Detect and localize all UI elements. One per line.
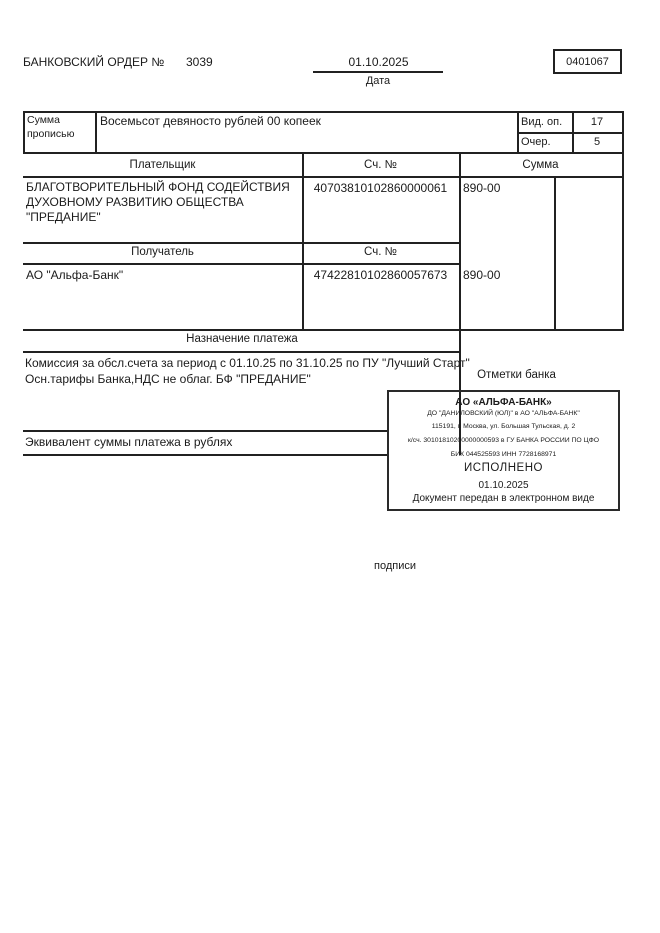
payer-name: БЛАГОТВОРИТЕЛЬНЫЙ ФОНД СОДЕЙСТВИЯ ДУХОВНОМУ РАЗВИТИЮ ОБЩЕСТВА "ПРЕДАНИЕ" <box>26 180 290 224</box>
document-title: БАНКОВСКИЙ ОРДЕР № <box>23 55 165 69</box>
stamp-bik-inn: БИК 044525593 ИНН 7728168971 <box>450 451 557 458</box>
stamp-status: ИСПОЛНЕНО <box>464 462 543 474</box>
grid-line <box>302 152 304 330</box>
stamp-branch: ДО "ДАНИЛОВСКИЙ (ЮЛ)" в АО "АЛЬФА-БАНК" <box>427 410 580 417</box>
order-number: 3039 <box>186 55 213 69</box>
grid-line <box>23 111 25 154</box>
bank-marks-label: Отметки банка <box>477 369 556 381</box>
date-value: 01.10.2025 <box>348 55 409 69</box>
operation-type-value: 17 <box>590 116 604 128</box>
grid-line <box>517 132 624 134</box>
form-code: 0401067 <box>566 55 609 68</box>
payer-account: 40703810102860000061 <box>313 181 448 195</box>
purpose-header: Назначение платежа <box>186 333 298 345</box>
stamp-address: 115191, г. Москва, ул. Большая Тульская, д. 2 <box>431 423 576 430</box>
signatures-label: подписи <box>374 560 416 572</box>
grid-line <box>23 430 387 432</box>
recipient-amount: 890-00 <box>463 268 501 282</box>
priority-label: Очер. <box>521 136 551 148</box>
grid-line <box>23 454 387 456</box>
grid-line <box>23 329 624 331</box>
payer-amount: 890-00 <box>463 181 501 195</box>
recipient-account-column-header: Сч. № <box>364 246 397 258</box>
form-code-box <box>553 49 622 74</box>
equivalent-label: Эквивалент суммы платежа в рублях <box>25 435 233 449</box>
stamp-corr-account: к/сч. 30101810200000000593 в ГУ БАНКА РОССИИ ПО ЦФО <box>407 437 600 444</box>
priority-value: 5 <box>593 136 601 148</box>
date-label: Дата <box>365 75 391 87</box>
stamp-bank-name: АО «АЛЬФА-БАНК» <box>455 397 552 408</box>
grid-line <box>23 176 624 178</box>
payer-column-header: Плательщик <box>129 159 196 171</box>
grid-line <box>95 111 97 154</box>
stamp-transfer-note: Документ передан в электронном виде <box>412 493 595 504</box>
purpose-line1: Комиссия за обсл.счета за период с 01.10.25 по 31.10.25 по ПУ "Лучший Старт" <box>25 356 470 370</box>
grid-line <box>23 111 624 113</box>
purpose-line2: Осн.тарифы Банка,НДС не облаг. БФ "ПРЕДАНИЕ" <box>25 372 311 386</box>
grid-line <box>23 351 461 353</box>
grid-line <box>23 152 624 154</box>
grid-line <box>23 242 461 244</box>
grid-line <box>554 176 556 330</box>
sum-column-header: Сумма <box>522 159 559 171</box>
payer-account-column-header: Сч. № <box>364 159 397 171</box>
bank-stamp <box>387 390 620 511</box>
grid-line <box>23 263 461 265</box>
operation-type-label: Вид. оп. <box>521 116 563 128</box>
recipient-column-header: Получатель <box>131 246 194 258</box>
amount-in-words-value: Восемьсот девяносто рублей 00 копеек <box>100 114 321 128</box>
amount-in-words-label: Сумма прописью <box>27 114 75 140</box>
stamp-date: 01.10.2025 <box>478 480 529 491</box>
grid-line <box>622 152 624 330</box>
date-underline <box>313 71 443 73</box>
recipient-name: АО "Альфа-Банк" <box>26 268 124 282</box>
recipient-account: 47422810102860057673 <box>313 268 448 282</box>
